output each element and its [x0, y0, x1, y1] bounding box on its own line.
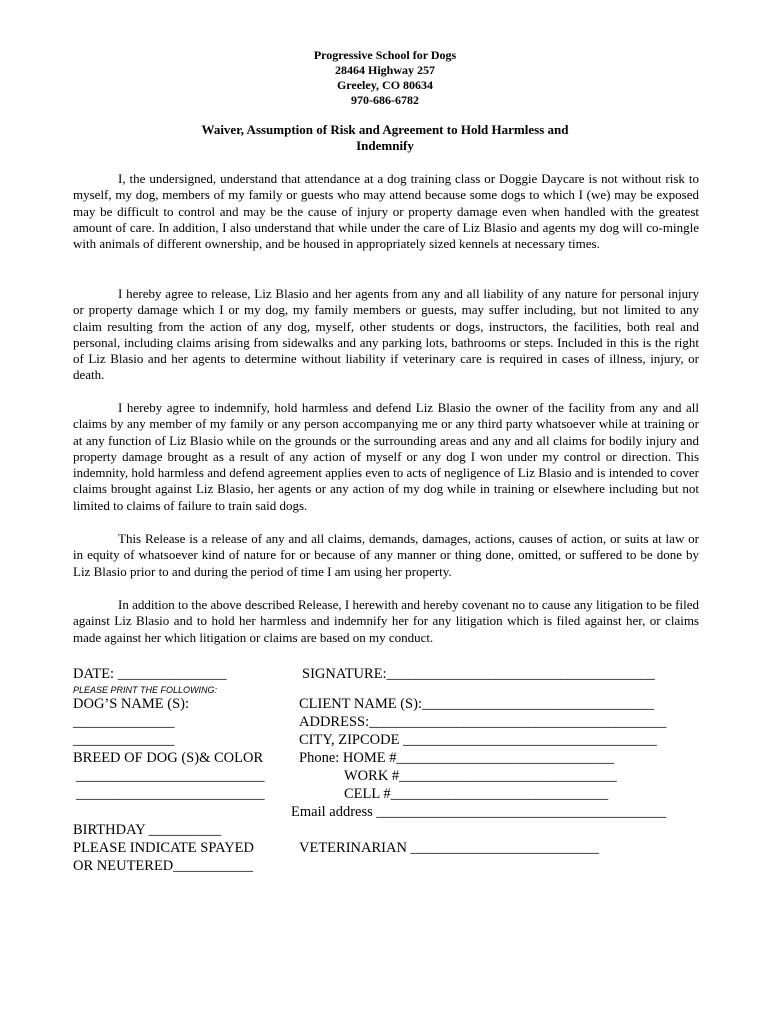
date-field[interactable]: DATE: _______________	[73, 666, 227, 682]
waiver-title-line1: Waiver, Assumption of Risk and Agreement to Hold Harmless and	[201, 122, 569, 137]
paragraph-covenant: In addition to the above described Release, I herewith and hereby covenant no to cause any litigation to be filed against Liz Blasio and to hold her harmless and indemnify her for any litigation which is filed against her, or claims made against her which litigation or claims are based on my conduct.	[73, 597, 699, 645]
paragraph-assumption-of-risk: I, the undersigned, understand that attendance at a dog training class or Doggie Daycare is not without risk to myself, my dog, members of my family or guests who may attend because some dogs to which I (we) may be exposed may be difficult to control and may be the cause of injury or property damage even when handled with the greatest amount of care. In addition, I also understand that while under the care of Liz Blasio and agents my dog will co-mingle with animals of different ownership, and be housed in appropriately sized kennels at necessary times.	[73, 171, 699, 252]
print-note: PLEASE PRINT THE FOLLOWING:	[73, 685, 218, 695]
neutered-field[interactable]: OR NEUTERED___________	[73, 858, 254, 874]
cell-phone-field[interactable]: CELL #______________________________	[344, 786, 609, 802]
address-field[interactable]: ADDRESS:_________________________________________	[299, 714, 667, 730]
email-field[interactable]: Email address ________________________________________	[291, 804, 667, 820]
dog-name-line-1[interactable]: ______________	[73, 714, 175, 730]
client-name-field[interactable]: CLIENT NAME (S):________________________________	[299, 696, 654, 712]
school-name: Progressive School for Dogs	[313, 48, 457, 62]
school-phone: 970-686-6782	[351, 93, 419, 107]
home-phone-field[interactable]: Phone: HOME #______________________________	[299, 750, 614, 766]
dogs-name-label: DOG’S NAME (S):	[73, 696, 189, 712]
paragraph-indemnify: I hereby agree to indemnify, hold harmless and defend Liz Blasio the owner of the facility from any and all claims by any member of my family or any person accompanying me or any third party whatsoever while at training or at any function of Liz Blasio while on the grounds or the surrounding areas and any and all claims for bodily injury and property damage brought as a result of any action of myself or any dog I won under my control or direction. This indemnity, hold harmless and defend agreement applies even to acts of negligence of Liz Blasio and is intended to cover claims brought against Liz Blasio, her agents or any action of my dog while in training or elsewhere including but not limited to claims of failure to train said dogs.	[73, 400, 699, 513]
paragraph-release-claims: This Release is a release of any and all claims, demands, damages, actions, causes of action, or suits at law or in equity of whatsoever kind of nature for or because of any manner or thing done, omitted, or suffered to be done by Liz Blasio prior to and during the period of time I am using her property.	[73, 531, 699, 579]
school-city: Greeley, CO 80634	[336, 78, 434, 92]
city-zip-field[interactable]: CITY, ZIPCODE ___________________________________	[299, 732, 657, 748]
dog-name-line-2[interactable]: ______________	[73, 732, 175, 748]
work-phone-field[interactable]: WORK #______________________________	[344, 768, 617, 784]
breed-label: BREED OF DOG (S)& COLOR	[73, 750, 264, 766]
veterinarian-field[interactable]: VETERINARIAN __________________________	[299, 840, 600, 856]
birthday-field[interactable]: BIRTHDAY __________	[73, 822, 222, 838]
school-address: 28464 Highway 257	[334, 63, 435, 77]
signature-field[interactable]: SIGNATURE:_____________________________________	[302, 666, 655, 682]
waiver-title-line2: Indemnify	[356, 138, 414, 153]
breed-line-2[interactable]: __________________________	[76, 786, 265, 802]
breed-line-1[interactable]: __________________________	[76, 768, 265, 784]
paragraph-release: I hereby agree to release, Liz Blasio and her agents from any and all liability of any nature for personal injury or property damage which I or my dog, my family members or guests, may suffer including, but not limited to any claim resulting from the action of any dog, myself, other students or dogs, instructors, the facilities, both real and personal, including claims arising from sidewalks and any parking lots, bathrooms or steps. Included in this is the right of Liz Blasio and her agents to determine without liability if veterinary care is required in cases of illness, injury, or death.	[73, 286, 699, 383]
spayed-label: PLEASE INDICATE SPAYED	[73, 840, 255, 856]
